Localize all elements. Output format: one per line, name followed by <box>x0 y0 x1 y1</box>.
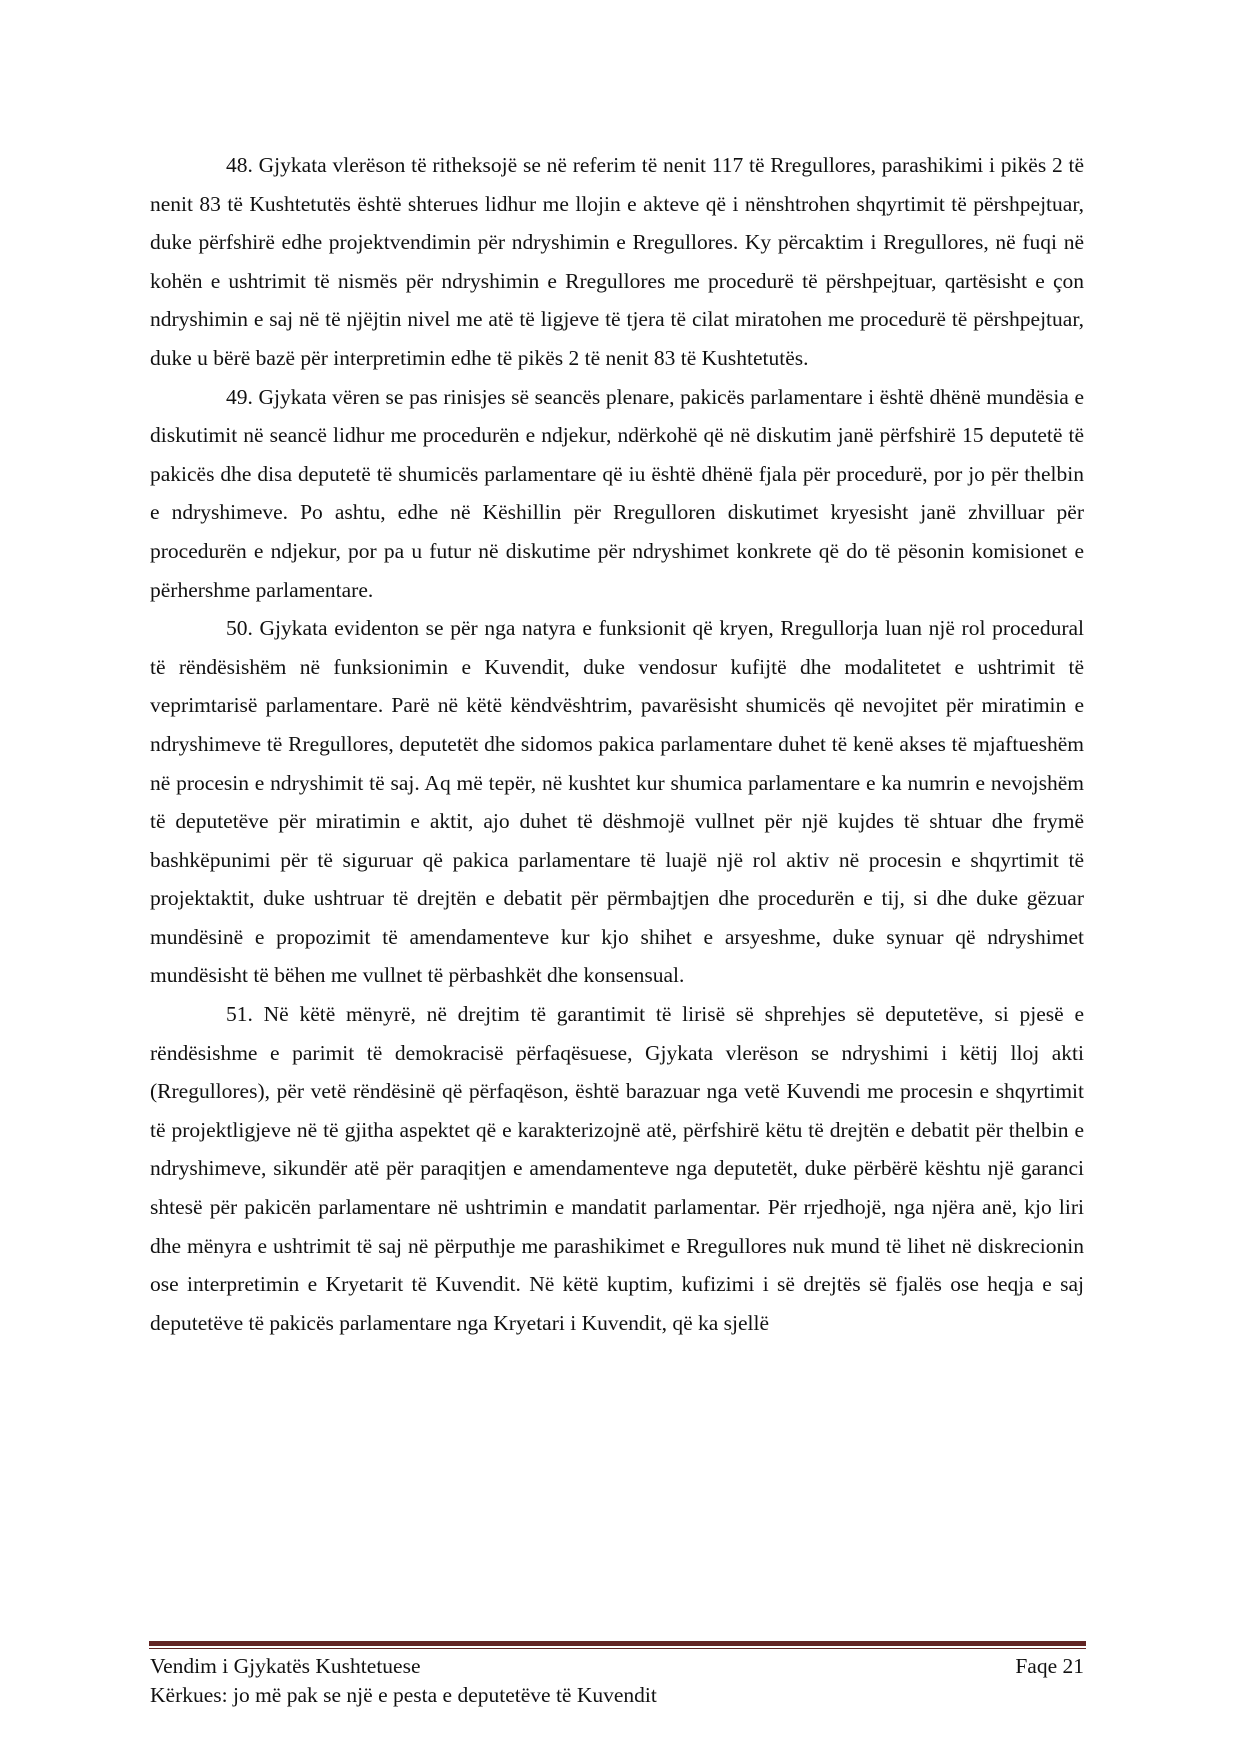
footer-title: Vendim i Gjykatës Kushtetuese <box>150 1654 421 1678</box>
footer-divider-thin <box>149 1648 1086 1649</box>
document-body <box>150 146 1084 1342</box>
page-footer <box>150 1652 1084 1710</box>
paragraph-number: 48. <box>226 153 253 177</box>
footer-divider <box>149 1641 1086 1649</box>
paragraph-51 <box>150 995 1084 1342</box>
paragraph-number: 50. <box>226 616 253 641</box>
page-number: Faqe 21 <box>1015 1654 1084 1678</box>
paragraph-number: 51. <box>226 1002 253 1027</box>
paragraph-48 <box>150 146 1084 378</box>
paragraph-number: 49. <box>226 384 253 409</box>
paragraph-text: Gjykata vëren se pas rinisjes së seancës plenare, pakicës parlamentare i është dhënë mundësia e diskutimit në seancë lidhur me procedurën e ndjekur, ndërkohë që në diskutim janë përfshirë 15 deputetë të pakicës dhe disa deputetë të shumicës parlamentare që iu është dhënë fjala për procedurë, por jo për thelbin e ndryshimeve. Po ashtu, edhe në Këshillin për Rregulloren diskutimet kryesisht janë zhvilluar për procedurën e ndjekur, por pa u futur në diskutime për ndryshimet konkrete që do të pësonin komisionet e përhershme parlamentare. <box>150 384 1084 602</box>
paragraph-text: Gjykata vlerëson të ritheksojë se në referim të nenit 117 të Rregullores, parashikimi i pikës 2 të nenit 83 të Kushtetutës është shterues lidhur me llojin e akteve që i nënshtrohen shqyrtimit të përshpejtuar, duke përfshirë edhe projektvendimin për ndryshimin e Rregullores. Ky përcaktim i Rregullores, në fuqi në kohën e ushtrimit të nismës për ndryshimin e Rregullores me procedurë të përshpejtuar, qartësisht e çon ndryshimin e saj në të njëjtin nivel me atë të ligjeve të tjera të cilat miratohen me procedurë të përshpejtuar, duke u bërë bazë për interpretimin edhe të pikës 2 të nenit 83 të Kushtetutës. <box>150 153 1084 370</box>
paragraph-text: Gjykata evidenton se për nga natyra e funksionit që kryen, Rregullorja luan një rol procedural të rëndësishëm në funksionimin e Kuvendit, duke vendosur kufijtë dhe modalitetet e ushtrimit të veprimtarisë parlamentare. Parë në këtë këndvështrim, pavarësisht shumicës që nevojitet për miratimin e ndryshimeve të Rregullores, deputetët dhe sidomos pakica parlamentare duhet të kenë akses të mjaftueshëm në procesin e ndryshimit të saj. Aq më tepër, në kushtet kur shumica parlamentare e ka numrin e nevojshëm të deputetëve për miratimin e aktit, ajo duhet të dëshmojë vullnet për një kujdes të shtuar dhe frymë bashkëpunimi për të siguruar që pakica parlamentare të luajë një rol aktiv në procesin e shqyrtimit të projektaktit, duke ushtruar të drejtën e debatit për përmbajtjen dhe procedurën e tij, si dhe duke gëzuar mundësinë e propozimit të amendamenteve kur kjo shihet e arsyeshme, duke synuar që ndryshimet mundësisht të bëhen me vullnet të përbashkët dhe konsensual. <box>150 616 1085 988</box>
paragraph-49 <box>150 378 1084 610</box>
footer-subtitle: Kërkues: jo më pak se një e pesta e deputetëve të Kuvendit <box>150 1683 657 1707</box>
footer-row-top <box>150 1652 1084 1681</box>
paragraph-text: Në këtë mënyrë, në drejtim të garantimit të lirisë së shprehjes së deputetëve, si pjesë e rëndësishme e parimit të demokracisë përfaqësuese, Gjykata vlerëson se ndryshimi i këtij lloj akti (Rregullores), për vetë rëndësinë që përfaqëson, është barazuar nga vetë Kuvendi me procesin e shqyrtimit të projektligjeve në të gjitha aspektet që e karakterizojnë atë, përfshirë këtu të drejtën e debatit për thelbin e ndryshimeve, sikundër atë për paraqitjen e amendamenteve nga deputetët, duke përbërë kështu një garanci shtesë për pakicën parlamentare në ushtrimin e mandatit parlamentar. Për rrjedhojë, nga njëra anë, kjo liri dhe mënyra e ushtrimit të saj në përputhje me parashikimet e Rregullores nuk mund të lihet në diskrecionin ose interpretimin e Kryetarit të Kuvendit. Në këtë kuptim, kufizimi i së drejtës së fjalës ose heqja e saj deputetëve të pakicës parlamentare nga Kryetari i Kuvendit, që ka sjellë <box>150 1002 1085 1335</box>
paragraph-50 <box>150 609 1084 995</box>
